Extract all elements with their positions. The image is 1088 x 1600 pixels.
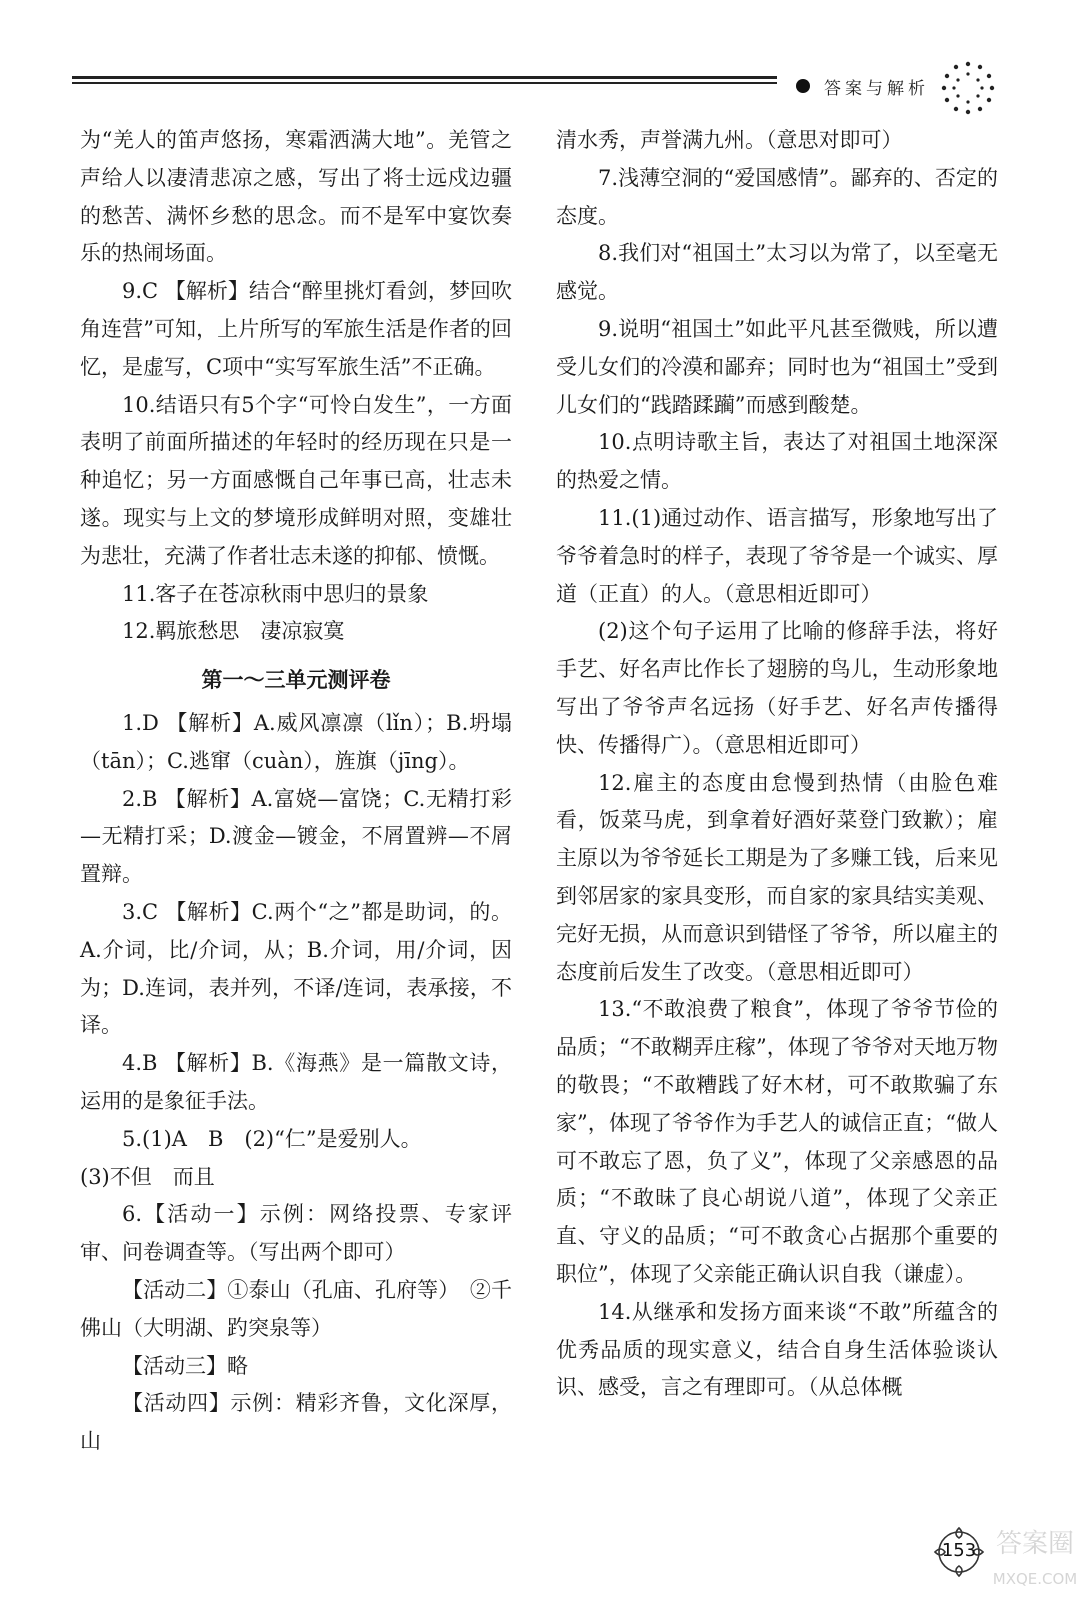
section-heading: 第一～三单元测评卷 (201, 667, 391, 693)
header-rule (72, 74, 777, 88)
answer-paragraph: 12.羁旅愁思 凄凉寂寞 (122, 619, 345, 644)
answer-paragraph: (3)不但 而且 (80, 1164, 215, 1189)
answer-paragraph: 9.C 【解析】结合“醉里挑灯看剑，梦回吹角连营”可知，上片所写的军旅生活是作者的回忆，是虚写，C项中“实写军旅生活”不正确。 (80, 279, 512, 379)
answer-paragraph: 3.C 【解析】C.两个“之”都是助词，的。A.介词，比/介词，从；B.介词，用/介词，因为；D.连词，表并列，不译/连词，表承接，不译。 (80, 899, 512, 1038)
answer-paragraph: 【活动二】①泰山（孔庙、孔府等） ②千佛山（大明湖、趵突泉等） (80, 1277, 512, 1340)
answer-paragraph: 【活动四】示例：精彩齐鲁，文化深厚，山 (80, 1391, 512, 1454)
left-column (80, 122, 512, 1461)
answer-paragraph: 清水秀，声誉满九州。（意思对即可） (556, 128, 903, 152)
answer-paragraph: 4.B 【解析】B.《海燕》是一篇散文诗，运用的是象征手法。 (80, 1051, 512, 1113)
right-column (556, 122, 998, 1407)
answer-paragraph: 14.从继承和发扬方面来谈“不敢”所蕴含的优秀品质的现实意义，结合自身生活体验谈认识、感受，言之有理即可。（从总体概 (556, 1299, 998, 1400)
answer-paragraph: 11.(1)通过动作、语言描写，形象地写出了爷爷着急时的样子，表现了爷爷是一个诚实、厚道（正直）的人。（意思相近即可） (556, 505, 998, 606)
header-bullet-icon (796, 79, 810, 93)
answer-paragraph: 5.(1)A B (2)“仁”是爱别人。 (122, 1126, 422, 1151)
answer-paragraph: 13.“不敢浪费了粮食”，体现了爷爷节俭的品质；“不敢糊弄庄稼”，体现了爷爷对天地万物的敬畏；“不敢糟践了好木材，可不敢欺骗了东家”，体现了爷爷作为手艺人的诚信正直；“做人可不敢忘了恩，负了义”，体现了父亲感恩的品质；“不敢昧了良心胡说八道”，体现了父亲正直、守义的品质；“可不敢贪心占据那个重要的职位”，体现了父亲能正确认识自我（谦虚）。 (556, 997, 998, 1286)
dotted-circle-ornament-icon (940, 60, 996, 116)
answer-paragraph: 【活动三】略 (122, 1353, 248, 1378)
answer-paragraph: 12.雇主的态度由怠慢到热情（由脸色难看，饭菜马虎，到拿着好酒好菜登门致歉）；雇主原以为爷爷延长工期是为了多赚工钱，后来见到邻居家的家具变形，而自家的家具结实美观、完好无损，从而意识到错怪了爷爷，所以雇主的态度前后发生了改变。（意思相近即可） (556, 770, 998, 984)
answer-paragraph: 7.浅薄空洞的“爱国感情”。鄙弃的、否定的态度。 (556, 165, 998, 228)
answer-paragraph: 6.【活动一】示例：网络投票、专家评审、问卷调查等。（写出两个即可） (80, 1202, 512, 1265)
answer-paragraph: 10.点明诗歌主旨，表达了对祖国土地深深的热爱之情。 (556, 430, 998, 493)
answer-paragraph: 11.客子在苍凉秋雨中思归的景象 (122, 581, 429, 606)
answer-paragraph: 10.结语只有5个字“可怜白发生”，一方面表明了前面所描述的年轻时的经历现在只是一种追忆；另一方面感慨自己年事已高，壮志未遂。现实与上文的梦境形成鲜明对照，变雄壮为悲壮，充满了作者壮志未遂的抑郁、愤慨。 (80, 392, 512, 568)
answer-paragraph: 为“羌人的笛声悠扬，寒霜洒满大地”。羌管之声给人以凄清悲凉之感，写出了将士远戍边疆的愁苦、满怀乡愁的思念。而不是军中宴饮奏乐的热闹场面。 (80, 128, 512, 266)
answer-paragraph: 2.B 【解析】A.富娆—富饶；C.无精打彩—无精打采；D.渡金—镀金，不屑置辨—不屑置辩。 (80, 786, 512, 887)
answer-paragraph: 9.说明“祖国土”如此平凡甚至微贱，所以遭受儿女们的冷漠和鄙弃；同时也为“祖国土”受到儿女们的“践踏蹂躏”而感到酸楚。 (556, 316, 998, 417)
svg-text:答案圈: 答案圈 (995, 1529, 1075, 1559)
page-number: 153 (941, 1540, 977, 1561)
answer-paragraph: 1.D 【解析】A.威风凛凛（lǐn）；B.坍塌（tān）；C.逃窜（cuàn），旌旗（jīng）。 (80, 710, 512, 773)
svg-text:MXQE.COM: MXQE.COM (992, 1570, 1078, 1588)
answer-paragraph: 8.我们对“祖国土”太习以为常了，以至毫无感觉。 (556, 241, 998, 304)
answer-paragraph: (2)这个句子运用了比喻的修辞手法，将好手艺、好名声比作长了翅膀的鸟儿，生动形象地写出了爷爷声名远扬（好手艺、好名声传播得快、传播得广）。（意思相近即可） (556, 619, 998, 757)
watermark-logo (990, 1500, 1080, 1596)
running-header-title: 答案与解析 (824, 79, 929, 99)
